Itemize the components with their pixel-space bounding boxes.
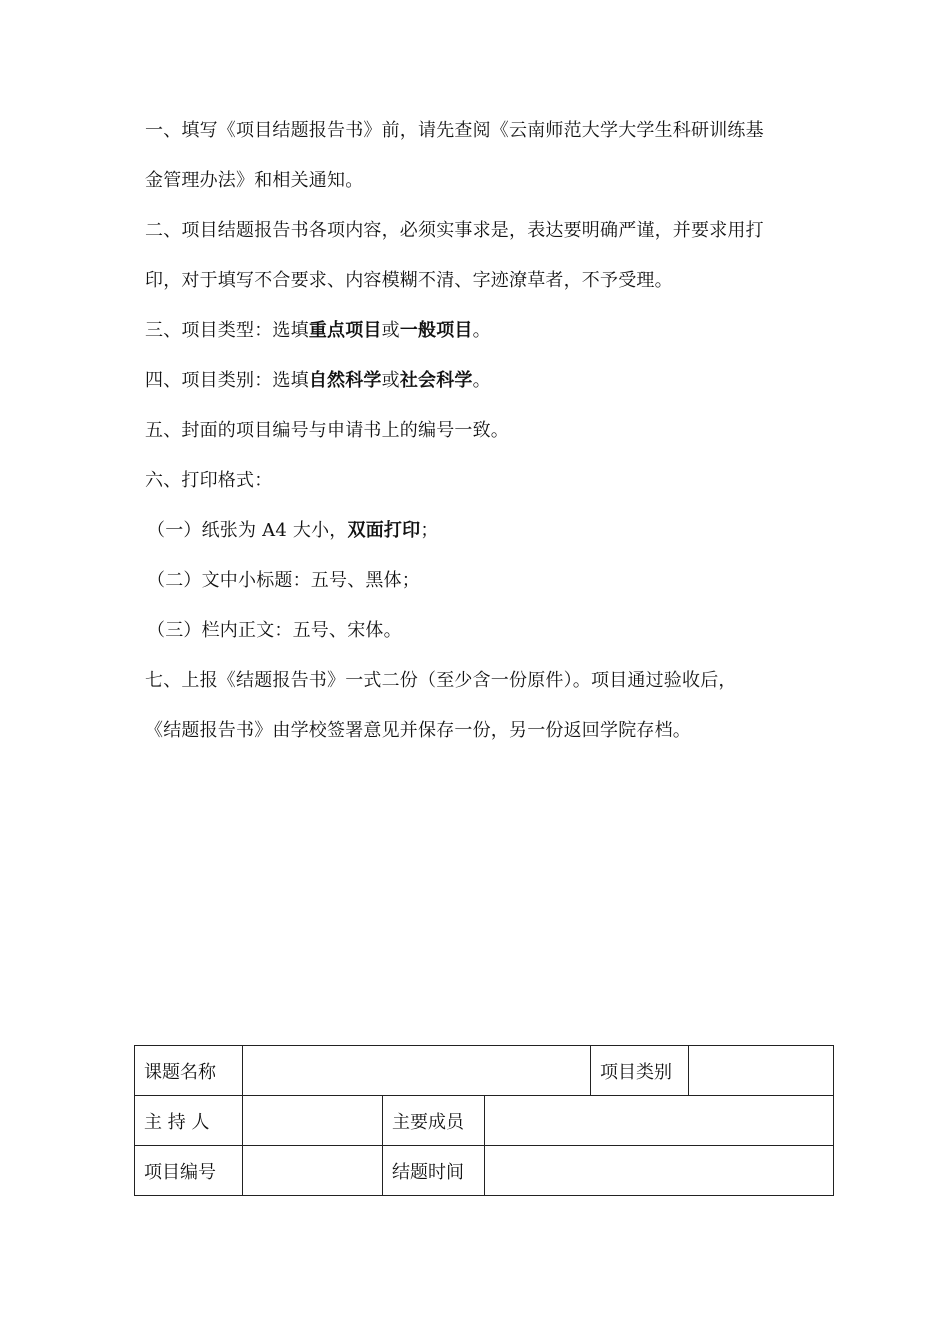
item-4-prefix: 四、项目类别：选填 <box>145 370 309 391</box>
main-members-label: 主要成员 <box>383 1096 485 1146</box>
host-label: 主 持 人 <box>135 1096 243 1146</box>
project-info-table <box>134 1045 834 1196</box>
instruction-item-6-sub-3: （三）栏内正文：五号、宋体。 <box>147 620 402 641</box>
project-category-label: 项目类别 <box>591 1046 689 1096</box>
project-number-label: 项目编号 <box>135 1146 243 1196</box>
completion-time-label: 结题时间 <box>383 1146 485 1196</box>
instruction-item-5: 五、封面的项目编号与申请书上的编号一致。 <box>145 420 509 441</box>
instruction-item-4 <box>145 356 815 406</box>
topic-name-label: 课题名称 <box>135 1046 243 1096</box>
item-6-sub-1-duplex-print: 双面打印 <box>347 520 421 541</box>
item-4-option-social-science: 社会科学 <box>399 370 473 391</box>
instruction-item-2-line-2: 印，对于填写不合要求、内容模糊不清、字迹潦草者，不予受理。 <box>145 270 673 291</box>
instruction-item-3 <box>145 306 815 356</box>
instruction-item-1-line-1: 一、填写《项目结题报告书》前，请先查阅《云南师范大学大学生科研训练基 <box>145 120 764 141</box>
item-4-option-natural-science: 自然科学 <box>308 370 382 391</box>
instruction-item-6-sub-1 <box>145 506 815 556</box>
instruction-item-1-line-2: 金管理办法》和相关通知。 <box>145 170 364 191</box>
completion-time-field[interactable] <box>485 1146 834 1196</box>
topic-name-field[interactable] <box>243 1046 591 1096</box>
project-number-field[interactable] <box>243 1146 383 1196</box>
instruction-item-6: 六、打印格式： <box>145 470 273 491</box>
main-members-field[interactable] <box>485 1096 834 1146</box>
item-6-sub-1-suffix: ； <box>420 520 439 541</box>
item-3-prefix: 三、项目类型：选填 <box>145 320 309 341</box>
item-6-sub-1-prefix: （一）纸张为 A4 大小， <box>147 520 348 541</box>
item-3-suffix: 。 <box>472 320 491 341</box>
item-4-suffix: 。 <box>472 370 491 391</box>
table-row <box>135 1096 834 1146</box>
instruction-item-7-line-1: 七、上报《结题报告书》一式二份（至少含一份原件）。项目通过验收后， <box>145 670 737 691</box>
table-row <box>135 1046 834 1096</box>
instruction-item-7-line-2: 《结题报告书》由学校签署意见并保存一份，另一份返回学院存档。 <box>145 720 691 741</box>
item-4-joiner: 或 <box>381 370 400 391</box>
table-row <box>135 1146 834 1196</box>
item-3-option-key-project: 重点项目 <box>308 320 382 341</box>
item-3-joiner: 或 <box>381 320 400 341</box>
instructions-section <box>145 106 815 756</box>
project-category-field[interactable] <box>689 1046 834 1096</box>
instruction-item-6-sub-2: （二）文中小标题：五号、黑体； <box>147 570 420 591</box>
instruction-item-2-line-1: 二、项目结题报告书各项内容，必须实事求是，表达要明确严谨，并要求用打 <box>145 220 764 241</box>
item-3-option-general-project: 一般项目 <box>399 320 473 341</box>
host-field[interactable] <box>243 1096 383 1146</box>
